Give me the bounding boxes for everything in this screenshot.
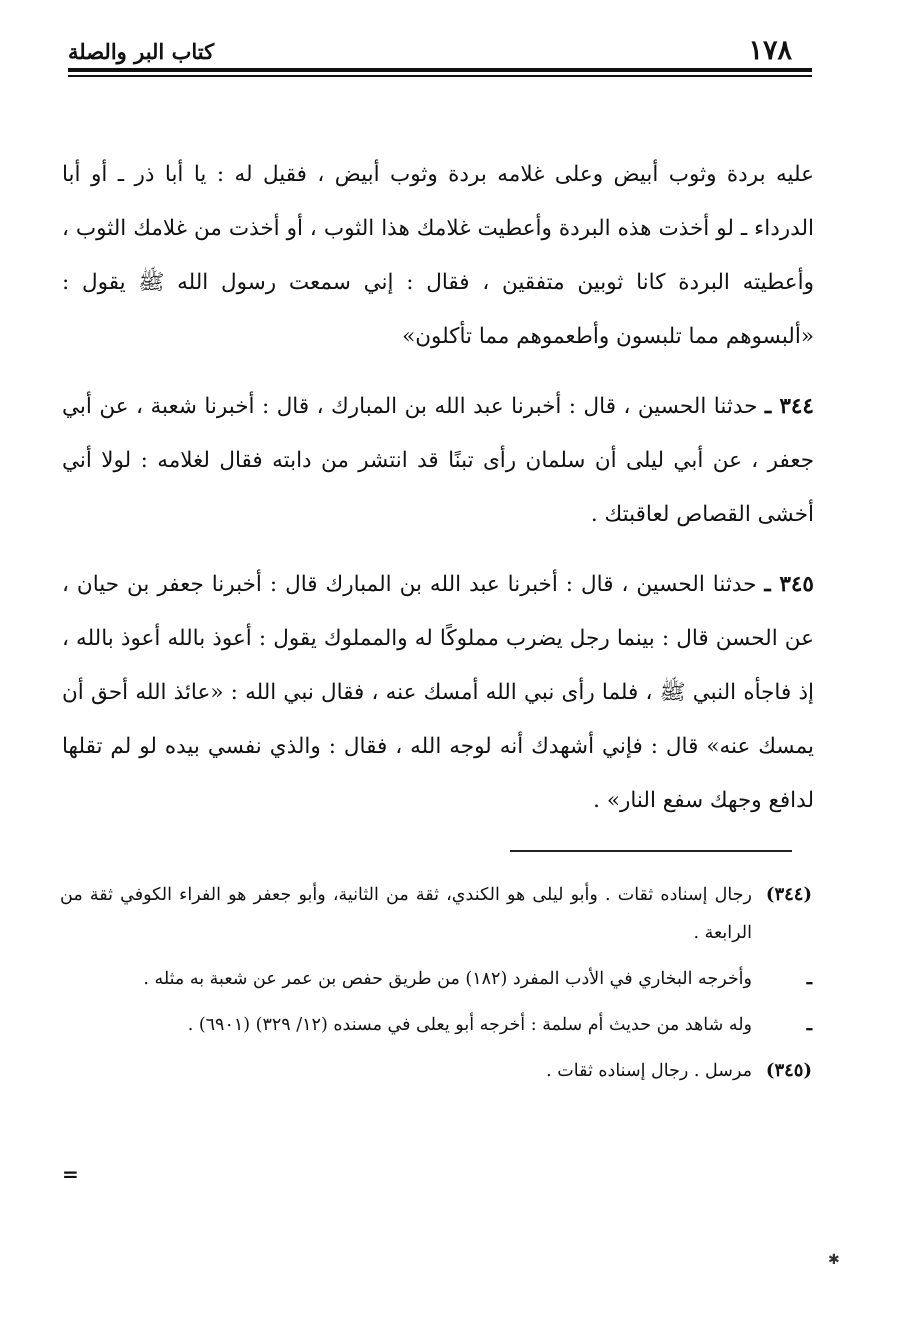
running-title: كتاب البر والصلة xyxy=(68,39,215,64)
footnote-text: وأخرجه البخاري في الأدب المفرد (١٨٢) من طريق حفص بن عمر عن شعبة به مثله . xyxy=(143,969,752,989)
hadith-number: ٣٤٥ ـ xyxy=(764,572,814,597)
footnote-text: مرسل . رجال إسناده ثقات . xyxy=(546,1061,752,1081)
paragraph-344 xyxy=(62,380,814,542)
footnote-marker: ـ xyxy=(806,968,812,989)
page-number: ١٧٨ xyxy=(748,35,792,66)
footnote-continuation-mark: = xyxy=(62,1162,79,1186)
paragraph-text: حدثنا الحسين ، قال : أخبرنا عبد الله بن المبارك قال : أخبرنا جعفر بن حيان ، عن الحسن قال : بينما رجل يضرب مملوكًا له والمملوك يقول : أعوذ بالله أعوذ بالله ، إذ فاجأه النبي ﷺ ، فلما رأى نبي الله أمسك عنه ، فقال نبي الله : «عائذ الله أحق أن يمسك عنه» قال : فإني أشهدك أنه لوجه الله ، فقال : والذي نفسي بيده لو لم تقلها لدافع وجهك سفع النار» . xyxy=(62,572,814,813)
footnotes xyxy=(60,876,812,1098)
footnote-345 xyxy=(60,1052,812,1090)
footnote-marker: (٣٤٥) xyxy=(765,1060,812,1081)
footnote-text: وله شاهد من حديث أم سلمة : أخرجه أبو يعلى في مسنده (١٢/ ٣٢٩) (٦٩٠١) . xyxy=(187,1015,752,1035)
footnote-text: رجال إسناده ثقات . وأبو ليلى هو الكندي، ثقة من الثانية، وأبو جعفر هو الفراء الكوفي ثقة من الرابعة . xyxy=(60,885,752,943)
hadith-number: ٣٤٤ ـ xyxy=(764,394,814,419)
paragraph-345 xyxy=(62,558,814,828)
footnote-marker: ـ xyxy=(806,1014,812,1035)
footnote-marker: (٣٤٤) xyxy=(765,884,812,905)
paragraph-continued xyxy=(62,148,814,364)
main-text xyxy=(62,148,814,844)
corner-ornament-icon: ✱ xyxy=(828,1252,840,1268)
footnote-344 xyxy=(60,876,812,952)
page-header xyxy=(68,34,812,70)
footnote-separator xyxy=(510,850,792,852)
footnote-344-bukhari xyxy=(60,960,812,998)
paragraph-text: حدثنا الحسين ، قال : أخبرنا عبد الله بن المبارك ، قال : أخبرنا شعبة ، عن أبي جعفر ، عن أبي ليلى أن سلمان رأى تبنًا قد انتشر من دابته فقال لغلامه : لولا أني أخشى القصاص لعاقبتك . xyxy=(62,394,814,527)
footnote-344-witness xyxy=(60,1006,812,1044)
header-rule-thin xyxy=(68,75,812,77)
paragraph-text: عليه بردة وثوب أبيض وعلى غلامه بردة وثوب أبيض ، فقيل له : يا أبا ذر ـ أو أبا الدرداء ـ لو أخذت هذه البردة وأعطيت غلامك هذا الثوب ، أو أخذت من غلامك الثوب ، وأعطيته البردة كانا ثوبين متفقين ، فقال : إني سمعت رسول الله ﷺ يقول : «ألبسوهم مما تلبسون وأطعموهم مما تأكلون» xyxy=(62,162,814,349)
header-rule-thick xyxy=(68,68,812,72)
